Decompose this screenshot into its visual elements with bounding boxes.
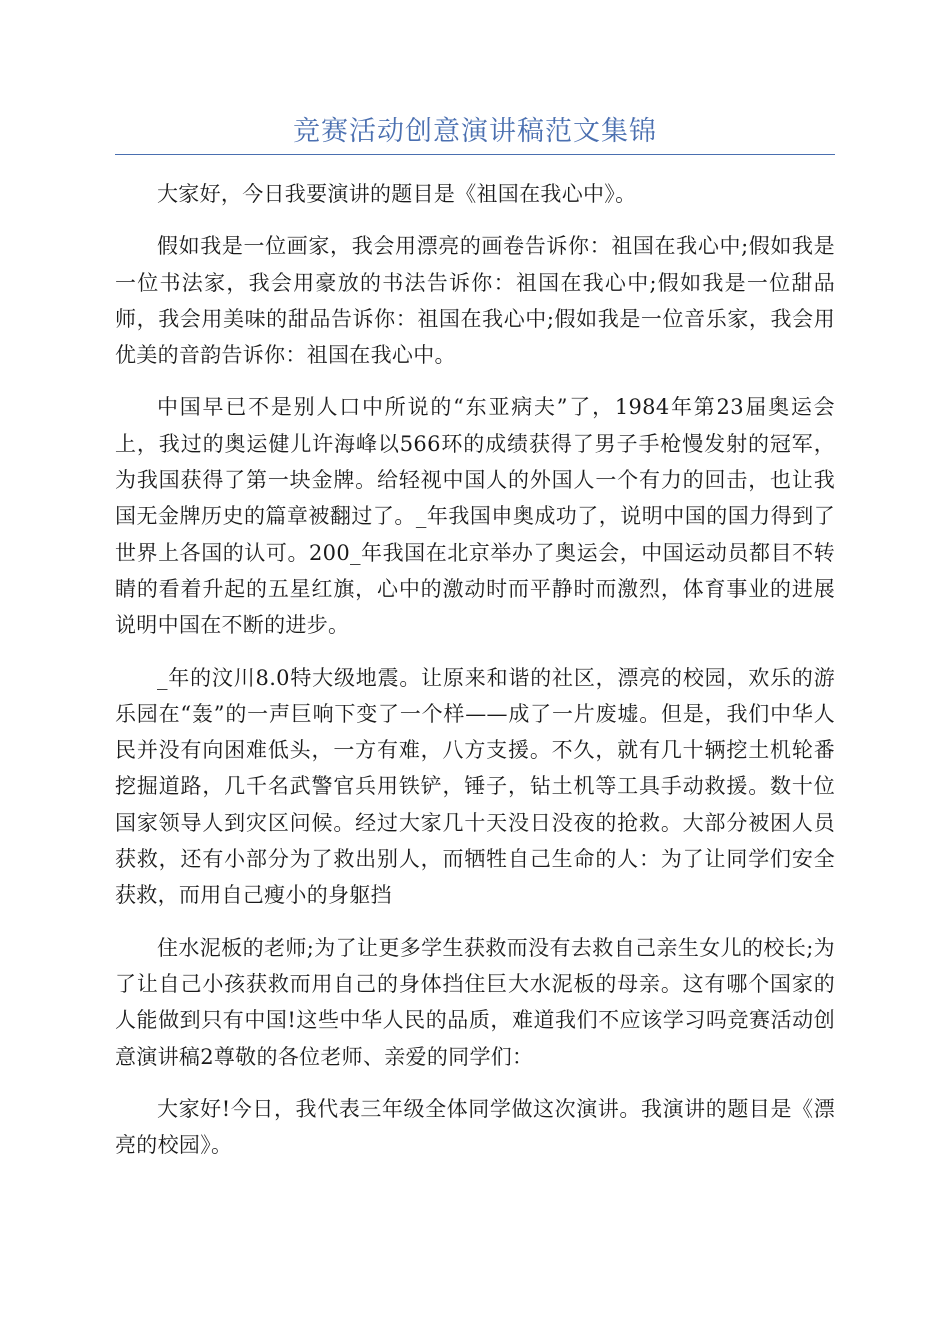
document-body <box>115 176 835 1179</box>
paragraph-6: 大家好!今日，我代表三年级全体同学做这次演讲。我演讲的题目是《漂亮的校园》。 <box>115 1096 835 1158</box>
paragraph-1: 大家好，今日我要演讲的题目是《祖国在我心中》。 <box>157 182 637 206</box>
title-underline <box>115 154 835 155</box>
paragraph-5: 住水泥板的老师;为了让更多学生获救而没有去救自己亲生女儿的校长;为了让自己小孩获救而用自己的身体挡住巨大水泥板的母亲。这有哪个国家的人能做到只有中国!这些中华人民的品质，难道我们不应该学习吗竞赛活动创意演讲稿2尊敬的各位老师、亲爱的同学们： <box>115 935 835 1069</box>
document-title: 竞赛活动创意演讲稿范文集锦 <box>293 116 657 147</box>
paragraph-3: 中国早已不是别人口中所说的“东亚病夫”了，1984年第23届奥运会上，我过的奥运健儿许海峰以566环的成绩获得了男子手枪慢发射的冠军，为我国获得了第一块金牌。给轻视中国人的外国人一个有力的回击，也让我国无金牌历史的篇章被翻过了。_年我国申奥成功了，说明中国的国力得到了世界上各国的认可。200_年我国在北京举办了奥运会，中国运动员都目不转睛的看着升起的五星红旗，心中的激动时而平静时而激烈，体育事业的进展说明中国在不断的进步。 <box>115 395 835 638</box>
paragraph-4: _年的汶川8.0特大级地震。让原来和谐的社区，漂亮的校园，欢乐的游乐园在“轰”的一声巨响下变了一个样——成了一片废墟。但是，我们中华人民并没有向困难低头，一方有难，八方支援。不久，就有几十辆挖土机轮番挖掘道路，几千名武警官兵用铁铲，锤子，钻土机等工具手动救援。数十位国家领导人到灾区问候。经过大家几十天没日没夜的抢救。大部分被困人员获救，还有小部分为了救出别人，而牺牲自己生命的人：为了让同学们安全获救，而用自己瘦小的身躯挡 <box>115 665 835 908</box>
paragraph-2: 假如我是一位画家，我会用漂亮的画卷告诉你：祖国在我心中;假如我是一位书法家，我会用豪放的书法告诉你：祖国在我心中;假如我是一位甜品师，我会用美味的甜品告诉你：祖国在我心中;假如我是一位音乐家，我会用优美的音韵告诉你：祖国在我心中。 <box>115 234 835 368</box>
